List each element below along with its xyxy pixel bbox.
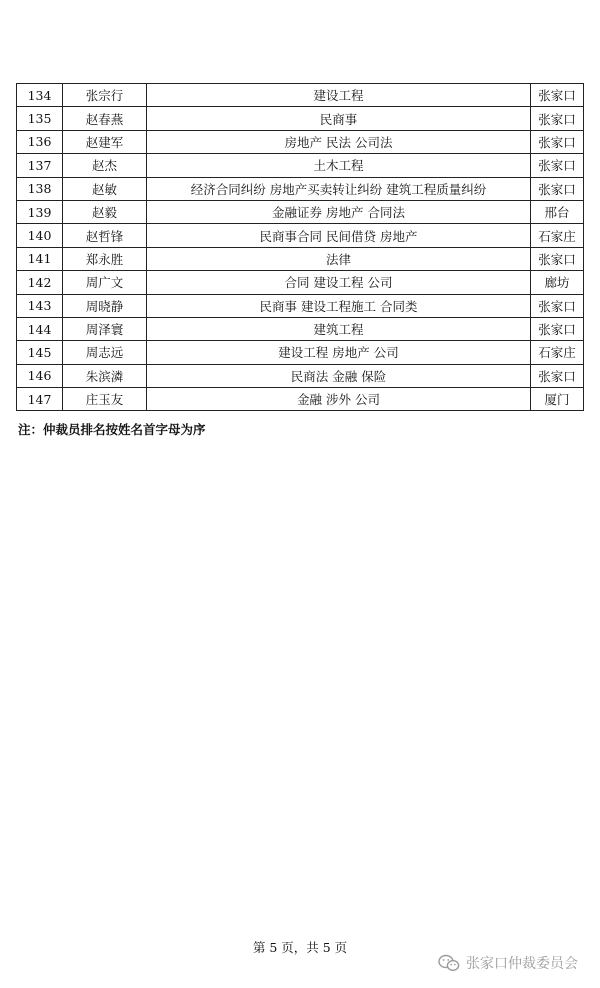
- table-row: [17, 84, 584, 107]
- table-row: [17, 200, 584, 223]
- page-number: 第 5 页，共 5 页: [252, 940, 348, 955]
- specialty-cell: 金融证券 房地产 合同法: [147, 200, 531, 223]
- location-cell: 石家庄: [531, 224, 584, 247]
- specialty-cell: 民商事: [147, 107, 531, 130]
- specialty-cell: 金融 涉外 公司: [147, 388, 531, 411]
- location-cell: 张家口: [531, 294, 584, 317]
- arbitrator-name-cell: 赵哲锋: [63, 224, 147, 247]
- specialty-cell: 经济合同纠纷 房地产买卖转让纠纷 建筑工程质量纠纷: [147, 177, 531, 200]
- table-row: [17, 154, 584, 177]
- table-row: [17, 364, 584, 387]
- arbitrator-name-cell: 赵敏: [63, 177, 147, 200]
- location-cell: 张家口: [531, 130, 584, 153]
- arbitrator-table: [16, 83, 584, 411]
- location-cell: 张家口: [531, 107, 584, 130]
- arbitrator-name-cell: 周泽寰: [63, 317, 147, 340]
- row-number-cell: 145: [17, 341, 63, 364]
- specialty-cell: 房地产 民法 公司法: [147, 130, 531, 153]
- table-row: [17, 177, 584, 200]
- row-number-cell: 147: [17, 388, 63, 411]
- location-cell: 张家口: [531, 364, 584, 387]
- specialty-cell: 建设工程 房地产 公司: [147, 341, 531, 364]
- row-number-cell: 134: [17, 84, 63, 107]
- table-row: [17, 130, 584, 153]
- wechat-watermark: [438, 952, 578, 974]
- arbitrator-name-cell: 赵杰: [63, 154, 147, 177]
- arbitrator-name-cell: 张宗行: [63, 84, 147, 107]
- location-cell: 张家口: [531, 177, 584, 200]
- specialty-cell: 建筑工程: [147, 317, 531, 340]
- location-cell: 厦门: [531, 388, 584, 411]
- specialty-cell: 民商事 建设工程施工 合同类: [147, 294, 531, 317]
- row-number-cell: 143: [17, 294, 63, 317]
- table-row: [17, 247, 584, 270]
- location-cell: 张家口: [531, 317, 584, 340]
- row-number-cell: 140: [17, 224, 63, 247]
- table-row: [17, 341, 584, 364]
- sorting-note: 注：仲裁员排名按姓名首字母为序: [18, 422, 206, 437]
- wechat-icon: [438, 954, 460, 972]
- location-cell: 廊坊: [531, 271, 584, 294]
- row-number-cell: 137: [17, 154, 63, 177]
- specialty-cell: 法律: [147, 247, 531, 270]
- specialty-cell: 合同 建设工程 公司: [147, 271, 531, 294]
- arbitrator-name-cell: 郑永胜: [63, 247, 147, 270]
- location-cell: 石家庄: [531, 341, 584, 364]
- arbitrator-name-cell: 周广文: [63, 271, 147, 294]
- table-row: [17, 224, 584, 247]
- row-number-cell: 138: [17, 177, 63, 200]
- arbitrator-name-cell: 庄玉友: [63, 388, 147, 411]
- table-row: [17, 107, 584, 130]
- location-cell: 张家口: [531, 247, 584, 270]
- location-cell: 张家口: [531, 154, 584, 177]
- row-number-cell: 136: [17, 130, 63, 153]
- specialty-cell: 民商事合同 民间借贷 房地产: [147, 224, 531, 247]
- row-number-cell: 135: [17, 107, 63, 130]
- table-row: [17, 294, 584, 317]
- table-row: [17, 388, 584, 411]
- watermark-text: 张家口仲裁委员会: [466, 956, 578, 972]
- specialty-cell: 民商法 金融 保险: [147, 364, 531, 387]
- table-row: [17, 317, 584, 340]
- arbitrator-name-cell: 赵春燕: [63, 107, 147, 130]
- table-row: [17, 271, 584, 294]
- arbitrator-name-cell: 赵毅: [63, 200, 147, 223]
- row-number-cell: 146: [17, 364, 63, 387]
- arbitrator-name-cell: 周志远: [63, 341, 147, 364]
- row-number-cell: 142: [17, 271, 63, 294]
- specialty-cell: 建设工程: [147, 84, 531, 107]
- arbitrator-name-cell: 周晓静: [63, 294, 147, 317]
- arbitrator-table-body: [17, 84, 584, 411]
- location-cell: 邢台: [531, 200, 584, 223]
- specialty-cell: 土木工程: [147, 154, 531, 177]
- row-number-cell: 141: [17, 247, 63, 270]
- location-cell: 张家口: [531, 84, 584, 107]
- row-number-cell: 144: [17, 317, 63, 340]
- row-number-cell: 139: [17, 200, 63, 223]
- arbitrator-name-cell: 朱滨潾: [63, 364, 147, 387]
- arbitrator-name-cell: 赵建军: [63, 130, 147, 153]
